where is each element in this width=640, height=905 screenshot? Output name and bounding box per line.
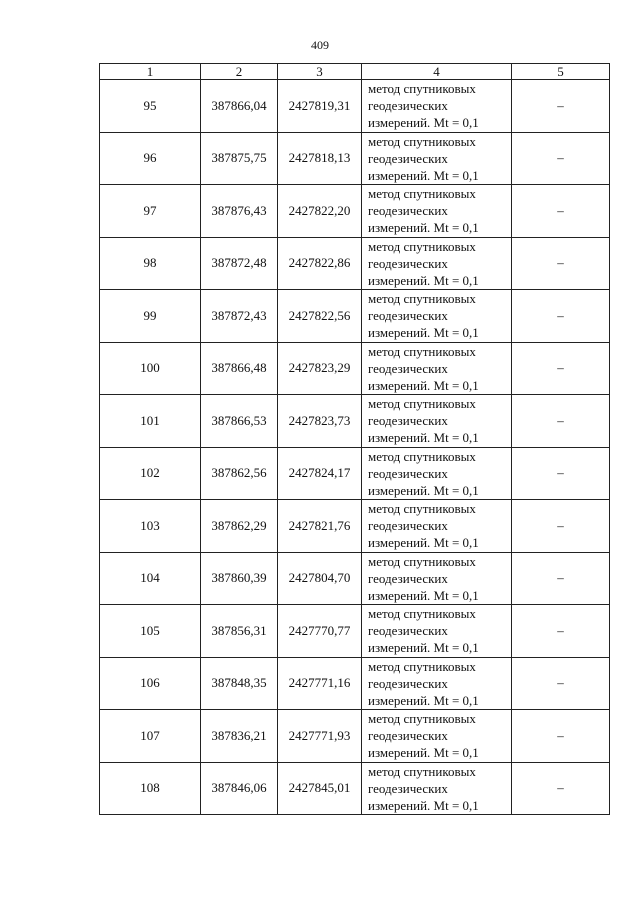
- x-coordinate-cell: 387875,75: [201, 132, 278, 185]
- note-cell: –: [512, 657, 610, 710]
- point-number-cell: 108: [100, 762, 201, 815]
- method-line: измерений. Mt = 0,1: [368, 167, 479, 183]
- note-cell: –: [512, 552, 610, 605]
- x-coordinate-cell: 387866,53: [201, 395, 278, 448]
- method-line: метод спутниковых: [368, 606, 476, 622]
- method-cell: [362, 447, 512, 500]
- method-line: геодезических: [368, 150, 448, 166]
- method-line: геодезических: [368, 308, 448, 324]
- table-row: [100, 132, 610, 185]
- page-number: 409: [311, 38, 329, 52]
- table-row: [100, 80, 610, 133]
- point-number-cell: 105: [100, 605, 201, 658]
- method-line: метод спутниковых: [368, 553, 476, 569]
- method-cell: [362, 605, 512, 658]
- method-line: метод спутниковых: [368, 448, 476, 464]
- x-coordinate-cell: 387862,29: [201, 500, 278, 553]
- x-coordinate-cell: 387866,48: [201, 342, 278, 395]
- method-line: измерений. Mt = 0,1: [368, 220, 479, 236]
- method-line: измерений. Mt = 0,1: [368, 745, 479, 761]
- method-line: измерений. Mt = 0,1: [368, 482, 479, 498]
- method-line: измерений. Mt = 0,1: [368, 640, 479, 656]
- y-coordinate-cell: 2427818,13: [278, 132, 362, 185]
- table-row: [100, 185, 610, 238]
- method-line: геодезических: [368, 360, 448, 376]
- point-number-cell: 99: [100, 290, 201, 343]
- y-coordinate-cell: 2427845,01: [278, 762, 362, 815]
- note-cell: –: [512, 132, 610, 185]
- note-cell: –: [512, 185, 610, 238]
- method-line: геодезических: [368, 98, 448, 114]
- y-coordinate-cell: 2427821,76: [278, 500, 362, 553]
- point-number-cell: 106: [100, 657, 201, 710]
- method-line: измерений. Mt = 0,1: [368, 797, 479, 813]
- method-line: геодезических: [368, 255, 448, 271]
- method-line: геодезических: [368, 465, 448, 481]
- header-col-4: 4: [362, 64, 512, 80]
- point-number-cell: 104: [100, 552, 201, 605]
- point-number-cell: 107: [100, 710, 201, 763]
- y-coordinate-cell: 2427822,20: [278, 185, 362, 238]
- table-header-row: [100, 64, 610, 80]
- table-row: [100, 395, 610, 448]
- note-cell: –: [512, 237, 610, 290]
- point-number-cell: 100: [100, 342, 201, 395]
- note-cell: –: [512, 762, 610, 815]
- table-row: [100, 500, 610, 553]
- table-row: [100, 447, 610, 500]
- x-coordinate-cell: 387846,06: [201, 762, 278, 815]
- y-coordinate-cell: 2427823,73: [278, 395, 362, 448]
- point-number-cell: 102: [100, 447, 201, 500]
- method-line: измерений. Mt = 0,1: [368, 430, 479, 446]
- y-coordinate-cell: 2427824,17: [278, 447, 362, 500]
- point-number-cell: 98: [100, 237, 201, 290]
- table-row: [100, 552, 610, 605]
- x-coordinate-cell: 387872,43: [201, 290, 278, 343]
- header-col-1: 1: [100, 64, 201, 80]
- point-number-cell: 96: [100, 132, 201, 185]
- table-row: [100, 605, 610, 658]
- method-cell: [362, 290, 512, 343]
- y-coordinate-cell: 2427770,77: [278, 605, 362, 658]
- point-number-cell: 97: [100, 185, 201, 238]
- method-line: измерений. Mt = 0,1: [368, 535, 479, 551]
- method-cell: [362, 132, 512, 185]
- note-cell: –: [512, 290, 610, 343]
- x-coordinate-cell: 387862,56: [201, 447, 278, 500]
- x-coordinate-cell: 387836,21: [201, 710, 278, 763]
- table-row: [100, 710, 610, 763]
- method-line: измерений. Mt = 0,1: [368, 692, 479, 708]
- point-number-cell: 103: [100, 500, 201, 553]
- method-line: геодезических: [368, 623, 448, 639]
- method-line: геодезических: [368, 728, 448, 744]
- method-line: метод спутниковых: [368, 711, 476, 727]
- note-cell: –: [512, 710, 610, 763]
- method-cell: [362, 552, 512, 605]
- method-line: геодезических: [368, 780, 448, 796]
- method-line: метод спутниковых: [368, 291, 476, 307]
- header-col-5: 5: [512, 64, 610, 80]
- method-line: геодезических: [368, 570, 448, 586]
- method-cell: [362, 80, 512, 133]
- method-line: метод спутниковых: [368, 763, 476, 779]
- header-col-3: 3: [278, 64, 362, 80]
- y-coordinate-cell: 2427771,16: [278, 657, 362, 710]
- method-line: измерений. Mt = 0,1: [368, 115, 479, 131]
- table-row: [100, 237, 610, 290]
- y-coordinate-cell: 2427819,31: [278, 80, 362, 133]
- method-cell: [362, 657, 512, 710]
- x-coordinate-cell: 387866,04: [201, 80, 278, 133]
- x-coordinate-cell: 387848,35: [201, 657, 278, 710]
- table-row: [100, 762, 610, 815]
- method-line: геодезических: [368, 518, 448, 534]
- x-coordinate-cell: 387876,43: [201, 185, 278, 238]
- method-cell: [362, 237, 512, 290]
- method-line: метод спутниковых: [368, 186, 476, 202]
- y-coordinate-cell: 2427771,93: [278, 710, 362, 763]
- table-body: [100, 64, 610, 815]
- method-line: измерений. Mt = 0,1: [368, 377, 479, 393]
- method-line: метод спутниковых: [368, 133, 476, 149]
- y-coordinate-cell: 2427823,29: [278, 342, 362, 395]
- method-cell: [362, 342, 512, 395]
- note-cell: –: [512, 605, 610, 658]
- method-line: геодезических: [368, 675, 448, 691]
- coordinates-table: [99, 63, 610, 815]
- method-line: измерений. Mt = 0,1: [368, 325, 479, 341]
- method-line: метод спутниковых: [368, 343, 476, 359]
- note-cell: –: [512, 80, 610, 133]
- note-cell: –: [512, 342, 610, 395]
- method-cell: [362, 185, 512, 238]
- method-line: метод спутниковых: [368, 81, 476, 97]
- method-cell: [362, 500, 512, 553]
- point-number-cell: 95: [100, 80, 201, 133]
- point-number-cell: 101: [100, 395, 201, 448]
- x-coordinate-cell: 387860,39: [201, 552, 278, 605]
- note-cell: –: [512, 395, 610, 448]
- method-cell: [362, 762, 512, 815]
- table-row: [100, 290, 610, 343]
- method-line: метод спутниковых: [368, 238, 476, 254]
- method-cell: [362, 395, 512, 448]
- method-line: измерений. Mt = 0,1: [368, 587, 479, 603]
- x-coordinate-cell: 387856,31: [201, 605, 278, 658]
- method-line: геодезических: [368, 413, 448, 429]
- method-line: метод спутниковых: [368, 658, 476, 674]
- note-cell: –: [512, 500, 610, 553]
- header-col-2: 2: [201, 64, 278, 80]
- table-row: [100, 657, 610, 710]
- x-coordinate-cell: 387872,48: [201, 237, 278, 290]
- y-coordinate-cell: 2427804,70: [278, 552, 362, 605]
- note-cell: –: [512, 447, 610, 500]
- method-cell: [362, 710, 512, 763]
- table-row: [100, 342, 610, 395]
- y-coordinate-cell: 2427822,86: [278, 237, 362, 290]
- method-line: измерений. Mt = 0,1: [368, 272, 479, 288]
- method-line: метод спутниковых: [368, 501, 476, 517]
- method-line: метод спутниковых: [368, 396, 476, 412]
- y-coordinate-cell: 2427822,56: [278, 290, 362, 343]
- method-line: геодезических: [368, 203, 448, 219]
